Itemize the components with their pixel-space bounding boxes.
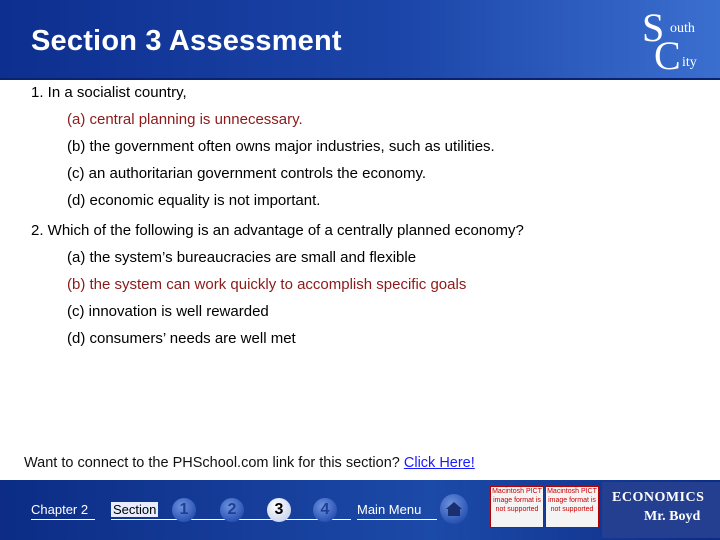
south-city-logo — [640, 5, 712, 78]
logo-letter-s: S — [642, 5, 665, 50]
header-divider — [0, 78, 720, 80]
question-2-option-a: (a) the system’s bureaucracies are small and flexible — [67, 249, 417, 266]
section-4-button[interactable]: 4 — [313, 498, 337, 522]
question-1-option-b: (b) the government often owns major industries, such as utilities. — [67, 138, 495, 155]
chapter-underline — [31, 519, 95, 520]
home-icon[interactable] — [440, 494, 468, 524]
section-2-button[interactable]: 2 — [220, 498, 244, 522]
chapter-label: Chapter 2 — [31, 502, 89, 517]
pict-placeholder-1: Macintosh PICT image format is not supported — [490, 486, 544, 528]
teacher-name: Mr. Boyd — [644, 509, 701, 524]
phschool-link-line — [24, 455, 475, 471]
question-1-option-c: (c) an authoritarian government controls the economy. — [67, 165, 427, 182]
section-1-button[interactable]: 1 — [172, 498, 196, 522]
question-2-option-c: (c) innovation is well rewarded — [67, 303, 269, 320]
click-here-link[interactable]: Click Here! — [403, 455, 475, 471]
economics-logo — [602, 482, 720, 538]
section-3-button[interactable]: 3 — [267, 498, 291, 522]
question-2-stem: 2. Which of the following is an advantage of a centrally planned economy? — [31, 222, 524, 239]
main-menu-label[interactable]: Main Menu — [357, 502, 422, 517]
section-label: Section — [113, 502, 157, 517]
pict-placeholder-2: Macintosh PICT image format is not supported — [545, 486, 599, 528]
question-1-option-d: (d) economic equality is not important. — [67, 192, 321, 209]
question-1-option-a: (a) central planning is unnecessary. — [67, 111, 303, 128]
economics-text: ECONOMICS — [612, 490, 705, 505]
main-menu-underline — [357, 519, 437, 520]
question-2-option-d: (d) consumers’ needs are well met — [67, 330, 296, 347]
link-prompt-text: Want to connect to the PHSchool.com link for this section? — [24, 455, 400, 471]
question-1-stem: 1. In a socialist country, — [31, 84, 187, 101]
logo-letter-c: C — [654, 33, 681, 78]
question-2-option-b: (b) the system can work quickly to accomplish specific goals — [67, 276, 467, 293]
logo-text-ity: ity — [682, 55, 697, 70]
page-title: Section 3 Assessment — [31, 25, 342, 57]
logo-text-outh: outh — [670, 21, 695, 36]
